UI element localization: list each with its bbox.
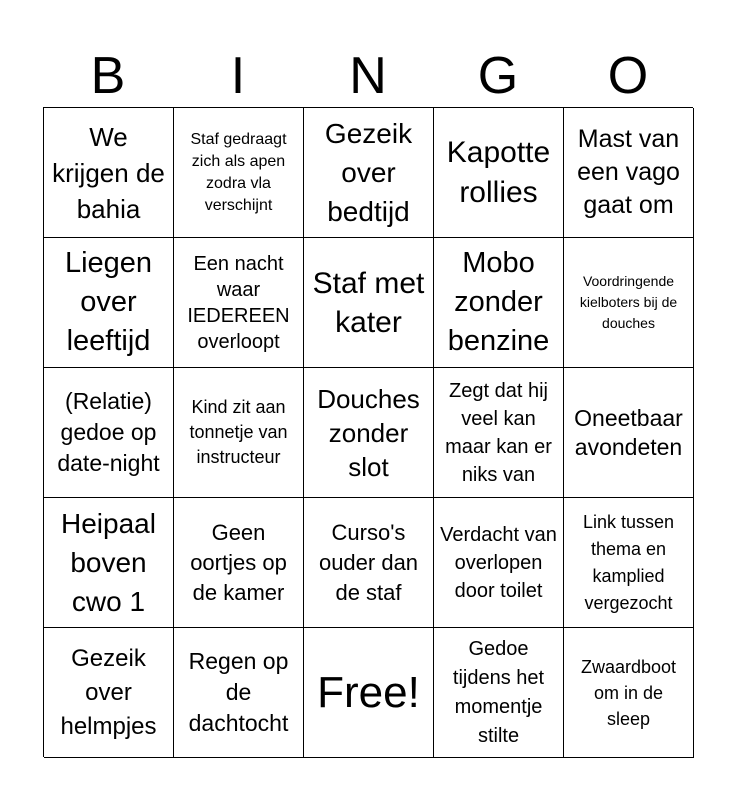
free-space-cell[interactable] xyxy=(304,628,434,758)
cell-text: Heipaal boven cwo 1 xyxy=(61,508,156,617)
cell-text: Mobo zonder benzine xyxy=(447,247,550,357)
cell-text: Staf gedraagt zich als apen zodra vla verschijnt xyxy=(190,130,287,214)
cell-text: Staf met kater xyxy=(312,266,425,339)
bingo-header xyxy=(43,44,693,108)
cell-text: Gezeik over bedtijd xyxy=(324,118,413,227)
cell-text: (Relatie) gedoe op date-night xyxy=(57,388,160,476)
header-letter-g: G xyxy=(477,47,519,105)
free-space-label: Free! xyxy=(317,667,420,717)
bingo-cell[interactable] xyxy=(174,108,304,238)
bingo-cell[interactable] xyxy=(564,498,694,628)
cell-text: Link tussen thema en kamplied vergezocht xyxy=(582,511,675,613)
bingo-cell[interactable] xyxy=(304,368,434,498)
bingo-cell[interactable] xyxy=(174,238,304,368)
cell-text: Geen oortjes op de kamer xyxy=(190,519,287,605)
bingo-cell[interactable] xyxy=(434,238,564,368)
bingo-cell[interactable] xyxy=(174,628,304,758)
bingo-card-grid xyxy=(43,107,693,757)
cell-text: Liegen over leeftijd xyxy=(64,247,153,357)
cell-text: Zwaardboot om in de sleep xyxy=(580,656,677,729)
cell-text: We krijgen de bahia xyxy=(52,121,165,224)
header-letter-n: N xyxy=(349,47,387,105)
cell-text: Kind zit aan tonnetje van instructeur xyxy=(189,397,288,467)
bingo-cell[interactable] xyxy=(44,108,174,238)
bingo-cell[interactable] xyxy=(304,498,434,628)
bingo-cell[interactable] xyxy=(564,368,694,498)
cell-text: Curso's ouder dan de staf xyxy=(318,519,419,605)
cell-text: Voordringende kielboters bij de douches xyxy=(579,273,678,331)
bingo-cell[interactable] xyxy=(564,108,694,238)
bingo-cell[interactable] xyxy=(564,628,694,758)
cell-text: Een nacht waar IEDEREEN overloopt xyxy=(187,252,290,353)
cell-text: Douches zonder slot xyxy=(317,383,420,482)
bingo-cell[interactable] xyxy=(44,498,174,628)
cell-text: Verdacht van overlopen door toilet xyxy=(440,523,557,602)
bingo-cell[interactable] xyxy=(434,498,564,628)
bingo-cell[interactable] xyxy=(434,108,564,238)
bingo-cell[interactable] xyxy=(174,368,304,498)
cell-text: Oneetbaar avondeten xyxy=(574,404,683,460)
bingo-cell[interactable] xyxy=(434,368,564,498)
cell-text: Mast van een vago gaat om xyxy=(577,125,680,219)
bingo-cell[interactable] xyxy=(434,628,564,758)
cell-text: Kapotte rollies xyxy=(446,135,551,209)
cell-text: Gedoe tijdens het momentje stilte xyxy=(452,637,545,747)
bingo-cell[interactable] xyxy=(304,108,434,238)
cell-text: Regen op de dachtocht xyxy=(188,648,289,736)
bingo-cell[interactable] xyxy=(174,498,304,628)
header-letter-i: I xyxy=(230,47,246,105)
header-letter-o: O xyxy=(607,47,649,105)
bingo-cell[interactable] xyxy=(304,238,434,368)
header-letter-b: B xyxy=(90,47,126,105)
bingo-cell[interactable] xyxy=(564,238,694,368)
bingo-cell[interactable] xyxy=(44,628,174,758)
cell-text: Gezeik over helmpjes xyxy=(60,644,157,740)
bingo-cell[interactable] xyxy=(44,238,174,368)
bingo-cell[interactable] xyxy=(44,368,174,498)
cell-text: Zegt dat hij veel kan maar kan er niks van xyxy=(445,379,552,486)
